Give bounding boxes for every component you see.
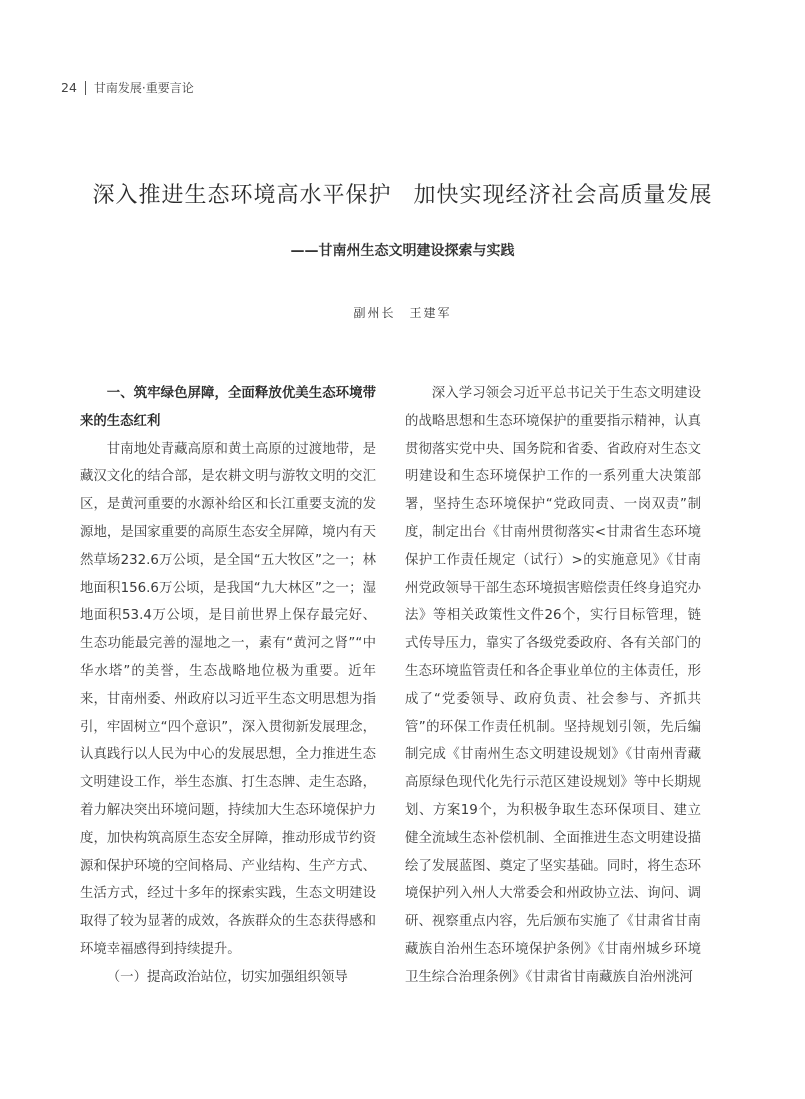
author-line xyxy=(0,304,805,321)
article-subtitle: ——甘南州生态文明建设探索与实践 xyxy=(290,243,515,259)
subsection-heading: （一）提高政治站位，切实加强组织领导 xyxy=(106,969,348,985)
article-title xyxy=(0,178,805,209)
article-title-part1: 深入推进生态环境高水平保护 xyxy=(92,183,392,208)
article-title-part2: 加快实现经济社会高质量发展 xyxy=(413,183,713,208)
body-paragraph: 深入学习领会习近平总书记关于生态文明建设的战略思想和生态环境保护的重要指示精神，认真贯彻落实党中央、国务院和省委、省政府对生态文明建设和生态环境保护工作的一系列重大决策部署，坚持生态环境保护“党政同责、一岗双责”制度，制定出台《甘南州贯彻落实<甘肃省生态环境保护工作责任规定（试行）>的实施意见》《甘南州党政领导干部生态环境损害赔偿责任终身追究办法》等相关政策性文件26个，实行目标管理，链式传导压力，靠实了各级党委政府、各有关部门的生态环境监管责任和各企事业单位的主体责任，形成了“党委领导、政府负责、社会参与、齐抓共管”的环保工作责任机制。坚持规划引领，先后编制完成《甘南州生态文明建设规划》《甘南州青藏高原绿色现代化先行示范区建设规划》等中长期规划、方案19个，为积极争取生态环保项目、建立健全流域生态补偿机制、全面推进生态文明建设描绘了发展蓝图、奠定了坚实基础。同时，将生态环境保护列入州人大常委会和州政协立法、询问、调研、视察重点内容，先后颁布实施了《甘肃省甘南藏族自治州生态环境保护条例》《甘南州城乡环境卫生综合治理条例》《甘肃省甘南藏族自治州洮河 xyxy=(405,386,701,985)
section-heading: 一、筑牢绿色屏障，全面释放优美生态环境带来的生态红利 xyxy=(80,386,376,429)
author-role: 副州长 xyxy=(353,306,396,320)
header-divider xyxy=(85,81,86,95)
author-name: 王建军 xyxy=(409,306,452,320)
left-column xyxy=(80,380,376,992)
body-paragraph: 甘南地处青藏高原和黄土高原的过渡地带，是藏汉文化的结合部，是农耕文明与游牧文明的交汇区，是黄河重要的水源补给区和长江重要支流的发源地，是国家重要的高原生态安全屏障，境内有天然草场232.6万公顷，是全国“五大牧区”之一；林地面积156.6万公顷，是我国“九大林区”之一；湿地面积53.4万公顷，是目前世界上保存最完好、生态功能最完善的湿地之一，素有“黄河之肾”“中华水塔”的美誉，生态战略地位极为重要。近年来，甘南州委、州政府以习近平生态文明思想为指引，牢固树立“四个意识”，深入贯彻新发展理念，认真践行以人民为中心的发展思想，全力推进生态文明建设工作，举生态旗、打生态牌、走生态路，着力解决突出环境问题，持续加大生态环境保护力度，加快构筑高原生态安全屏障，推动形成节约资源和保护环境的空间格局、产业结构、生产方式、生活方式，经过十多年的探索实践，生态文明建设取得了较为显著的成效，各族群众的生态获得感和环境幸福感得到持续提升。 xyxy=(80,441,376,957)
page-number: 24 xyxy=(61,80,77,95)
right-column xyxy=(405,380,701,992)
section-name: 甘南发展·重要言论 xyxy=(93,81,194,95)
running-header xyxy=(61,80,194,96)
